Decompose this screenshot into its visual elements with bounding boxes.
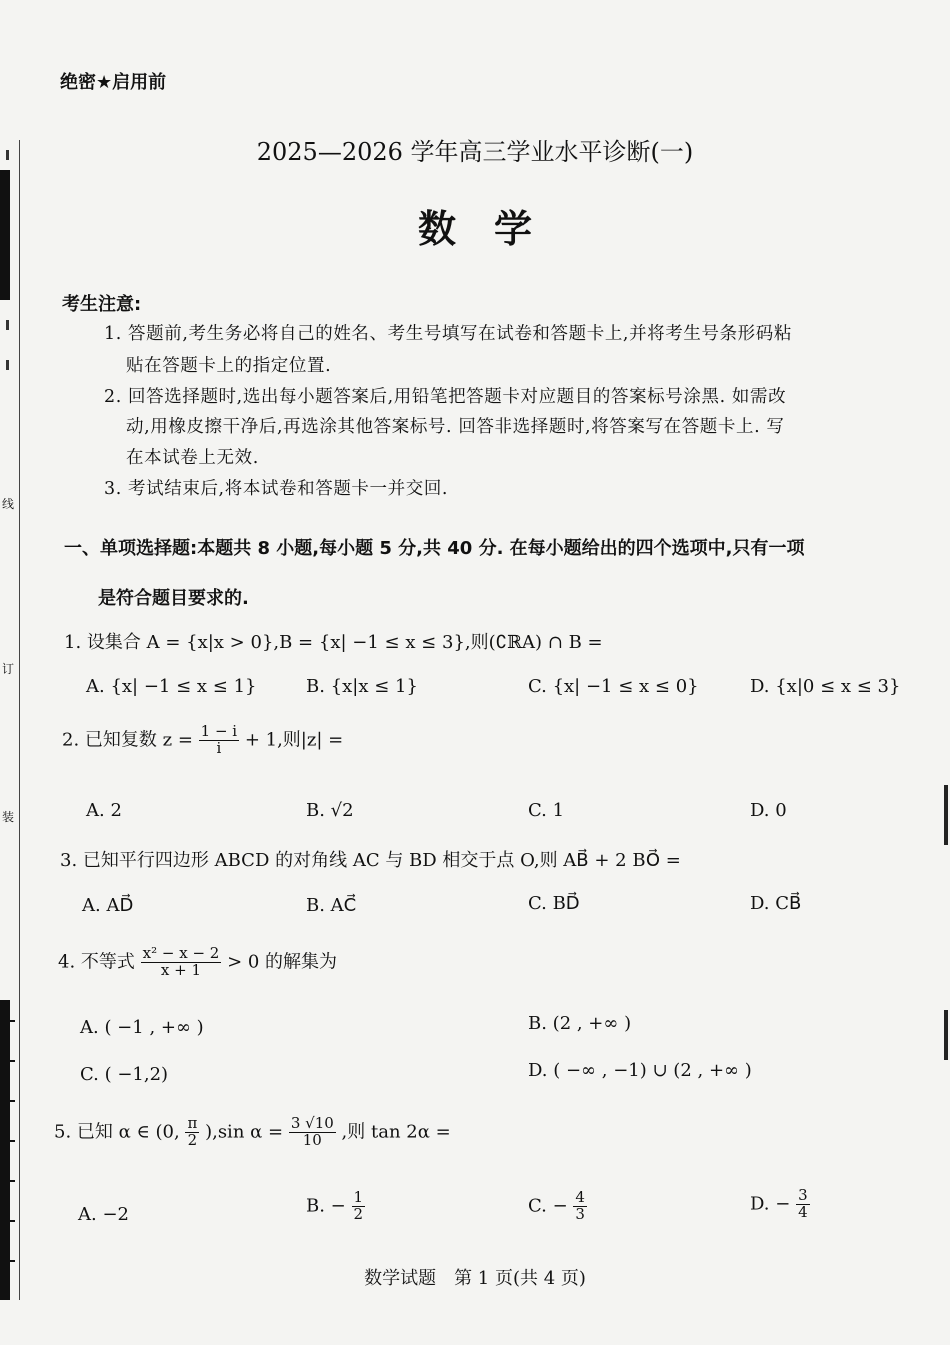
question-4-option-c: C. ( −1,2) [80, 1064, 169, 1085]
question-5-option-d-denominator: 4 [798, 1202, 808, 1221]
question-5-pi-numerator: π [187, 1114, 198, 1132]
question-3-option-c: C. BD⃗ [528, 893, 580, 914]
question-2-option-b: B. √2 [306, 800, 354, 821]
binding-tick [10, 1180, 15, 1182]
question-5-sin-fraction [289, 1116, 336, 1149]
question-2-option-d: D. 0 [750, 800, 787, 821]
question-2-fraction [199, 724, 239, 757]
binding-tick [10, 1260, 15, 1262]
question-5-option-c-fraction [573, 1190, 587, 1223]
question-5-option-c [528, 1190, 587, 1223]
question-5-stem-mid: ),sin α = [205, 1121, 284, 1143]
notice-heading: 考生注意: [62, 294, 142, 315]
question-5-option-b-fraction [352, 1190, 366, 1223]
page-footer: 数学试题 第 1 页(共 4 页) [364, 1268, 586, 1289]
question-5-option-b [306, 1190, 365, 1223]
question-5-sin-numerator: 3 √10 [290, 1114, 334, 1132]
question-5-sin-denominator: 10 [302, 1130, 322, 1149]
question-1-option-c: C. {x| −1 ≤ x ≤ 0} [528, 676, 699, 697]
notice-line-2: 2. 回答选择题时,选出每小题答案后,用铅笔把答题卡对应题目的答案标号涂黑. 如需改 [104, 387, 787, 407]
question-3-option-b: B. AC⃗ [306, 895, 357, 916]
margin-label-bind: 订 [2, 662, 15, 676]
notice-line-2b: 动,用橡皮擦干净后,再选涂其他答案标号. 回答非选择题时,将答案写在答题卡上. 写 [126, 417, 785, 437]
binding-tick [10, 1020, 15, 1022]
question-4-fraction [141, 946, 222, 979]
question-2-numerator: 1 − i [200, 722, 238, 740]
binding-tick [10, 1220, 15, 1222]
question-5-option-c-denominator: 3 [575, 1204, 585, 1223]
question-5-option-a: A. −2 [78, 1204, 129, 1225]
question-4-denominator: x + 1 [160, 960, 202, 979]
question-3-option-d: D. CB⃗ [750, 893, 802, 914]
margin-label-mount: 装 [2, 810, 15, 824]
question-5-pi-fraction [185, 1116, 199, 1149]
binding-strip-bottom [0, 1000, 10, 1300]
section-heading-cont: 是符合题目要求的. [98, 588, 249, 609]
question-4-stem [58, 946, 337, 979]
question-2-stem-post: + 1,则|z| = [244, 729, 344, 751]
question-4-option-d: D. ( −∞ , −1) ∪ (2 , +∞ ) [528, 1060, 752, 1081]
question-5-stem [54, 1116, 451, 1149]
binding-dash [6, 320, 9, 330]
question-5-stem-post: ,则 tan 2α = [341, 1121, 451, 1143]
question-1-stem: 1. 设集合 A = {x|x > 0},B = {x| −1 ≤ x ≤ 3},则(∁ℝA) ∩ B = [64, 632, 603, 653]
question-5-option-d-fraction [796, 1188, 810, 1221]
question-2-option-c: C. 1 [528, 800, 565, 821]
binding-tick [10, 1100, 15, 1102]
question-4-numerator: x² − x − 2 [142, 944, 220, 962]
right-edge-mark [944, 1010, 948, 1060]
question-1-option-d: D. {x|0 ≤ x ≤ 3} [750, 676, 901, 697]
question-2-stem-pre: 2. 已知复数 z = [62, 729, 193, 751]
question-5-option-c-prefix: C. − [528, 1195, 568, 1217]
question-2-option-a: A. 2 [86, 800, 122, 821]
question-5-option-d-prefix: D. − [750, 1193, 791, 1215]
subject-title: 数学 [417, 206, 570, 251]
section-heading: 一、单项选择题:本题共 8 小题,每小题 5 分,共 40 分. 在每小题给出的四个选项中,只有一项 [64, 538, 805, 559]
question-5-pi-denominator: 2 [187, 1130, 198, 1149]
question-5-option-b-numerator: 1 [353, 1188, 364, 1206]
notice-line-2c: 在本试卷上无效. [126, 448, 259, 468]
question-5-option-c-numerator: 4 [575, 1188, 585, 1206]
question-3-stem: 3. 已知平行四边形 ABCD 的对角线 AC 与 BD 相交于点 O,则 AB⃗ + 2 BO⃗ = [60, 850, 681, 871]
question-4-option-b: B. (2 , +∞ ) [528, 1013, 632, 1034]
exam-title: 2025—2026 学年高三学业水平诊断(一) [256, 138, 694, 166]
binding-line [19, 140, 20, 1300]
notice-line-3: 3. 考试结束后,将本试卷和答题卡一并交回. [104, 479, 449, 499]
question-5-option-b-prefix: B. − [306, 1195, 346, 1217]
notice-line-1: 1. 答题前,考生务必将自己的姓名、考生号填写在试卷和答题卡上,并将考生号条形码粘 [104, 324, 792, 344]
margin-label-line: 线 [2, 497, 15, 511]
binding-tick [10, 1140, 15, 1142]
question-1-option-b: B. {x|x ≤ 1} [306, 676, 418, 697]
right-edge-mark [944, 785, 948, 845]
question-2-stem [62, 724, 343, 757]
question-4-stem-pre: 4. 不等式 [58, 951, 135, 973]
question-1-option-a: A. {x| −1 ≤ x ≤ 1} [86, 676, 257, 697]
question-5-option-d [750, 1188, 810, 1221]
question-5-option-b-denominator: 2 [353, 1204, 364, 1223]
notice-line-1b: 贴在答题卡上的指定位置. [126, 356, 332, 376]
question-5-option-d-numerator: 3 [798, 1186, 808, 1204]
question-2-denominator: i [216, 738, 222, 757]
binding-dash [6, 360, 9, 370]
question-5-stem-pre: 5. 已知 α ∈ (0, [54, 1121, 180, 1143]
question-3-option-a: A. AD⃗ [82, 895, 134, 916]
confidential-label: 绝密★启用前 [60, 72, 167, 93]
binding-tick [10, 1060, 15, 1062]
question-4-option-a: A. ( −1 , +∞ ) [80, 1017, 204, 1038]
question-4-stem-post: > 0 的解集为 [227, 951, 338, 973]
